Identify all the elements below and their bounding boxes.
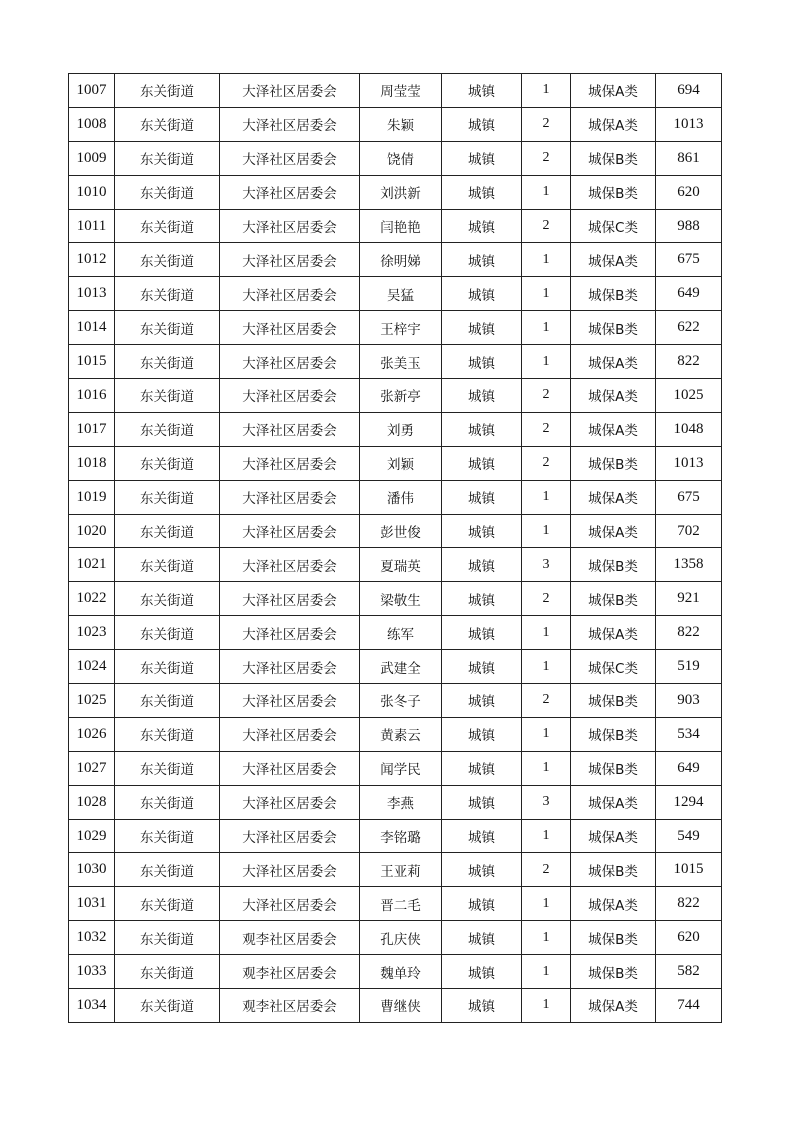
committee-cell: 大泽社区居委会: [220, 379, 360, 413]
household-type-cell: 城镇: [442, 107, 522, 141]
district-cell: 东关街道: [115, 921, 220, 955]
amount-cell: 822: [656, 345, 722, 379]
category-cell: 城保A类: [571, 379, 656, 413]
household-type-cell: 城镇: [442, 141, 522, 175]
name-cell: 张冬子: [360, 684, 442, 718]
category-cell: 城保A类: [571, 785, 656, 819]
person-count-cell: 1: [522, 717, 571, 751]
name-cell: 李铭璐: [360, 819, 442, 853]
table-row: [69, 514, 722, 548]
name-cell: 刘勇: [360, 412, 442, 446]
person-count-cell: 3: [522, 785, 571, 819]
committee-cell: 大泽社区居委会: [220, 887, 360, 921]
committee-cell: 大泽社区居委会: [220, 175, 360, 209]
seq-cell: 1029: [69, 819, 115, 853]
name-cell: 饶倩: [360, 141, 442, 175]
district-cell: 东关街道: [115, 785, 220, 819]
amount-cell: 694: [656, 74, 722, 108]
table-row: [69, 684, 722, 718]
household-type-cell: 城镇: [442, 717, 522, 751]
committee-cell: 大泽社区居委会: [220, 684, 360, 718]
person-count-cell: 1: [522, 514, 571, 548]
category-cell: 城保B类: [571, 277, 656, 311]
household-type-cell: 城镇: [442, 785, 522, 819]
name-cell: 吴猛: [360, 277, 442, 311]
person-count-cell: 2: [522, 412, 571, 446]
category-cell: 城保A类: [571, 514, 656, 548]
amount-cell: 675: [656, 243, 722, 277]
table-row: [69, 582, 722, 616]
category-cell: 城保C类: [571, 650, 656, 684]
name-cell: 刘颖: [360, 446, 442, 480]
household-type-cell: 城镇: [442, 853, 522, 887]
seq-cell: 1021: [69, 548, 115, 582]
amount-cell: 861: [656, 141, 722, 175]
committee-cell: 大泽社区居委会: [220, 751, 360, 785]
table-row: [69, 616, 722, 650]
name-cell: 彭世俊: [360, 514, 442, 548]
name-cell: 张美玉: [360, 345, 442, 379]
person-count-cell: 1: [522, 887, 571, 921]
person-count-cell: 1: [522, 819, 571, 853]
name-cell: 晋二毛: [360, 887, 442, 921]
amount-cell: 921: [656, 582, 722, 616]
seq-cell: 1023: [69, 616, 115, 650]
category-cell: 城保A类: [571, 243, 656, 277]
district-cell: 东关街道: [115, 616, 220, 650]
household-type-cell: 城镇: [442, 751, 522, 785]
seq-cell: 1012: [69, 243, 115, 277]
committee-cell: 观李社区居委会: [220, 955, 360, 989]
committee-cell: 大泽社区居委会: [220, 243, 360, 277]
amount-cell: 534: [656, 717, 722, 751]
table-row: [69, 819, 722, 853]
district-cell: 东关街道: [115, 412, 220, 446]
name-cell: 李燕: [360, 785, 442, 819]
seq-cell: 1032: [69, 921, 115, 955]
amount-cell: 903: [656, 684, 722, 718]
category-cell: 城保B类: [571, 684, 656, 718]
category-cell: 城保B类: [571, 446, 656, 480]
seq-cell: 1018: [69, 446, 115, 480]
household-type-cell: 城镇: [442, 209, 522, 243]
category-cell: 城保B类: [571, 921, 656, 955]
district-cell: 东关街道: [115, 379, 220, 413]
category-cell: 城保A类: [571, 74, 656, 108]
committee-cell: 大泽社区居委会: [220, 616, 360, 650]
committee-cell: 大泽社区居委会: [220, 853, 360, 887]
district-cell: 东关街道: [115, 853, 220, 887]
amount-cell: 549: [656, 819, 722, 853]
committee-cell: 大泽社区居委会: [220, 785, 360, 819]
district-cell: 东关街道: [115, 345, 220, 379]
amount-cell: 649: [656, 751, 722, 785]
person-count-cell: 1: [522, 751, 571, 785]
seq-cell: 1031: [69, 887, 115, 921]
district-cell: 东关街道: [115, 141, 220, 175]
amount-cell: 1358: [656, 548, 722, 582]
district-cell: 东关街道: [115, 819, 220, 853]
district-cell: 东关街道: [115, 446, 220, 480]
district-cell: 东关街道: [115, 717, 220, 751]
name-cell: 闻学民: [360, 751, 442, 785]
committee-cell: 大泽社区居委会: [220, 480, 360, 514]
amount-cell: 744: [656, 989, 722, 1023]
person-count-cell: 2: [522, 582, 571, 616]
person-count-cell: 1: [522, 311, 571, 345]
amount-cell: 1294: [656, 785, 722, 819]
amount-cell: 1025: [656, 379, 722, 413]
table-row: [69, 548, 722, 582]
table-row: [69, 887, 722, 921]
seq-cell: 1033: [69, 955, 115, 989]
seq-cell: 1014: [69, 311, 115, 345]
category-cell: 城保A类: [571, 616, 656, 650]
name-cell: 练军: [360, 616, 442, 650]
committee-cell: 观李社区居委会: [220, 921, 360, 955]
committee-cell: 观李社区居委会: [220, 989, 360, 1023]
table-row: [69, 74, 722, 108]
person-count-cell: 1: [522, 74, 571, 108]
table-row: [69, 345, 722, 379]
category-cell: 城保A类: [571, 345, 656, 379]
name-cell: 梁敬生: [360, 582, 442, 616]
name-cell: 周莹莹: [360, 74, 442, 108]
seq-cell: 1025: [69, 684, 115, 718]
table-row: [69, 412, 722, 446]
household-type-cell: 城镇: [442, 989, 522, 1023]
name-cell: 武建全: [360, 650, 442, 684]
table-row: [69, 107, 722, 141]
roster-table: [68, 73, 722, 1023]
person-count-cell: 2: [522, 446, 571, 480]
name-cell: 刘洪新: [360, 175, 442, 209]
table-row: [69, 311, 722, 345]
household-type-cell: 城镇: [442, 74, 522, 108]
district-cell: 东关街道: [115, 311, 220, 345]
category-cell: 城保A类: [571, 480, 656, 514]
person-count-cell: 2: [522, 107, 571, 141]
category-cell: 城保A类: [571, 819, 656, 853]
household-type-cell: 城镇: [442, 955, 522, 989]
committee-cell: 大泽社区居委会: [220, 446, 360, 480]
household-type-cell: 城镇: [442, 921, 522, 955]
amount-cell: 675: [656, 480, 722, 514]
table-row: [69, 379, 722, 413]
district-cell: 东关街道: [115, 989, 220, 1023]
district-cell: 东关街道: [115, 582, 220, 616]
committee-cell: 大泽社区居委会: [220, 209, 360, 243]
seq-cell: 1009: [69, 141, 115, 175]
table-row: [69, 717, 722, 751]
table-row: [69, 209, 722, 243]
household-type-cell: 城镇: [442, 616, 522, 650]
category-cell: 城保A类: [571, 989, 656, 1023]
roster-body: [69, 74, 722, 1023]
committee-cell: 大泽社区居委会: [220, 141, 360, 175]
name-cell: 闫艳艳: [360, 209, 442, 243]
household-type-cell: 城镇: [442, 345, 522, 379]
name-cell: 魏单玲: [360, 955, 442, 989]
household-type-cell: 城镇: [442, 446, 522, 480]
committee-cell: 大泽社区居委会: [220, 277, 360, 311]
household-type-cell: 城镇: [442, 684, 522, 718]
committee-cell: 大泽社区居委会: [220, 650, 360, 684]
amount-cell: 1013: [656, 107, 722, 141]
committee-cell: 大泽社区居委会: [220, 717, 360, 751]
seq-cell: 1026: [69, 717, 115, 751]
table-row: [69, 243, 722, 277]
amount-cell: 988: [656, 209, 722, 243]
district-cell: 东关街道: [115, 684, 220, 718]
table-row: [69, 650, 722, 684]
household-type-cell: 城镇: [442, 819, 522, 853]
amount-cell: 1048: [656, 412, 722, 446]
district-cell: 东关街道: [115, 74, 220, 108]
name-cell: 孔庆侠: [360, 921, 442, 955]
committee-cell: 大泽社区居委会: [220, 819, 360, 853]
district-cell: 东关街道: [115, 514, 220, 548]
category-cell: 城保B类: [571, 717, 656, 751]
table-row: [69, 480, 722, 514]
person-count-cell: 1: [522, 921, 571, 955]
household-type-cell: 城镇: [442, 887, 522, 921]
committee-cell: 大泽社区居委会: [220, 311, 360, 345]
district-cell: 东关街道: [115, 209, 220, 243]
amount-cell: 1013: [656, 446, 722, 480]
seq-cell: 1024: [69, 650, 115, 684]
table-row: [69, 277, 722, 311]
name-cell: 王梓宇: [360, 311, 442, 345]
table-row: [69, 921, 722, 955]
district-cell: 东关街道: [115, 480, 220, 514]
name-cell: 徐明娣: [360, 243, 442, 277]
committee-cell: 大泽社区居委会: [220, 74, 360, 108]
amount-cell: 822: [656, 616, 722, 650]
table-row: [69, 141, 722, 175]
seq-cell: 1011: [69, 209, 115, 243]
category-cell: 城保B类: [571, 175, 656, 209]
table-row: [69, 751, 722, 785]
seq-cell: 1027: [69, 751, 115, 785]
table-row: [69, 955, 722, 989]
district-cell: 东关街道: [115, 243, 220, 277]
category-cell: 城保C类: [571, 209, 656, 243]
seq-cell: 1030: [69, 853, 115, 887]
district-cell: 东关街道: [115, 650, 220, 684]
household-type-cell: 城镇: [442, 514, 522, 548]
person-count-cell: 1: [522, 955, 571, 989]
name-cell: 曹继侠: [360, 989, 442, 1023]
seq-cell: 1007: [69, 74, 115, 108]
committee-cell: 大泽社区居委会: [220, 107, 360, 141]
amount-cell: 822: [656, 887, 722, 921]
district-cell: 东关街道: [115, 277, 220, 311]
household-type-cell: 城镇: [442, 412, 522, 446]
seq-cell: 1016: [69, 379, 115, 413]
name-cell: 王亚莉: [360, 853, 442, 887]
seq-cell: 1015: [69, 345, 115, 379]
category-cell: 城保A类: [571, 887, 656, 921]
district-cell: 东关街道: [115, 887, 220, 921]
table-row: [69, 853, 722, 887]
household-type-cell: 城镇: [442, 379, 522, 413]
district-cell: 东关街道: [115, 107, 220, 141]
person-count-cell: 2: [522, 209, 571, 243]
household-type-cell: 城镇: [442, 175, 522, 209]
seq-cell: 1022: [69, 582, 115, 616]
seq-cell: 1034: [69, 989, 115, 1023]
person-count-cell: 3: [522, 548, 571, 582]
amount-cell: 1015: [656, 853, 722, 887]
name-cell: 张新亭: [360, 379, 442, 413]
category-cell: 城保B类: [571, 955, 656, 989]
amount-cell: 649: [656, 277, 722, 311]
district-cell: 东关街道: [115, 751, 220, 785]
committee-cell: 大泽社区居委会: [220, 412, 360, 446]
person-count-cell: 1: [522, 616, 571, 650]
name-cell: 黄素云: [360, 717, 442, 751]
household-type-cell: 城镇: [442, 480, 522, 514]
amount-cell: 622: [656, 311, 722, 345]
person-count-cell: 1: [522, 277, 571, 311]
category-cell: 城保B类: [571, 582, 656, 616]
committee-cell: 大泽社区居委会: [220, 345, 360, 379]
table-row: [69, 446, 722, 480]
seq-cell: 1008: [69, 107, 115, 141]
household-type-cell: 城镇: [442, 277, 522, 311]
name-cell: 夏瑞英: [360, 548, 442, 582]
household-type-cell: 城镇: [442, 650, 522, 684]
amount-cell: 702: [656, 514, 722, 548]
person-count-cell: 2: [522, 141, 571, 175]
committee-cell: 大泽社区居委会: [220, 582, 360, 616]
category-cell: 城保A类: [571, 412, 656, 446]
table-row: [69, 785, 722, 819]
category-cell: 城保B类: [571, 751, 656, 785]
district-cell: 东关街道: [115, 175, 220, 209]
district-cell: 东关街道: [115, 548, 220, 582]
category-cell: 城保B类: [571, 548, 656, 582]
table-row: [69, 175, 722, 209]
person-count-cell: 2: [522, 853, 571, 887]
name-cell: 朱颖: [360, 107, 442, 141]
person-count-cell: 1: [522, 175, 571, 209]
household-type-cell: 城镇: [442, 311, 522, 345]
amount-cell: 519: [656, 650, 722, 684]
person-count-cell: 1: [522, 650, 571, 684]
seq-cell: 1010: [69, 175, 115, 209]
category-cell: 城保A类: [571, 107, 656, 141]
seq-cell: 1017: [69, 412, 115, 446]
name-cell: 潘伟: [360, 480, 442, 514]
household-type-cell: 城镇: [442, 548, 522, 582]
amount-cell: 620: [656, 921, 722, 955]
person-count-cell: 1: [522, 989, 571, 1023]
category-cell: 城保B类: [571, 311, 656, 345]
seq-cell: 1020: [69, 514, 115, 548]
seq-cell: 1013: [69, 277, 115, 311]
person-count-cell: 1: [522, 243, 571, 277]
person-count-cell: 2: [522, 684, 571, 718]
person-count-cell: 1: [522, 345, 571, 379]
person-count-cell: 1: [522, 480, 571, 514]
household-type-cell: 城镇: [442, 243, 522, 277]
seq-cell: 1028: [69, 785, 115, 819]
committee-cell: 大泽社区居委会: [220, 514, 360, 548]
committee-cell: 大泽社区居委会: [220, 548, 360, 582]
district-cell: 东关街道: [115, 955, 220, 989]
table-row: [69, 989, 722, 1023]
category-cell: 城保B类: [571, 141, 656, 175]
seq-cell: 1019: [69, 480, 115, 514]
amount-cell: 620: [656, 175, 722, 209]
person-count-cell: 2: [522, 379, 571, 413]
category-cell: 城保B类: [571, 853, 656, 887]
amount-cell: 582: [656, 955, 722, 989]
household-type-cell: 城镇: [442, 582, 522, 616]
